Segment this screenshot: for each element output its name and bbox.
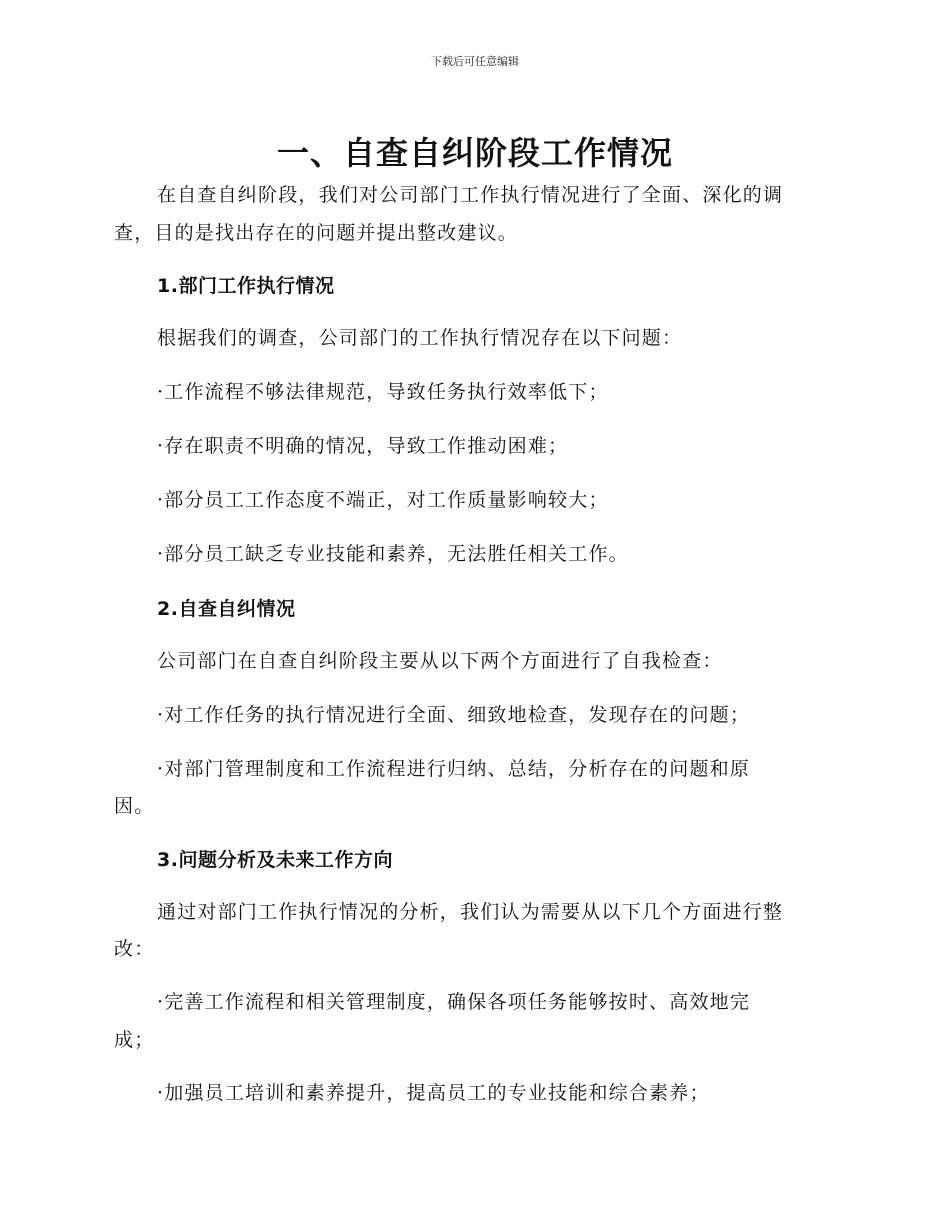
section-1-item-4: ·部分员工缺乏专业技能和素养，无法胜任相关工作。 <box>157 543 629 565</box>
intro-line-2: 查，目的是找出存在的问题并提出整改建议。 <box>114 222 519 244</box>
section-1-item-1: ·工作流程不够法律规范，导致任务执行效率低下； <box>157 381 609 403</box>
section-3-heading: 3.问题分析及未来工作方向 <box>157 849 393 871</box>
section-2-heading: 2.自查自纠情况 <box>157 598 296 620</box>
section-2-item-2-line-1: ·对部门管理制度和工作流程进行归纳、总结，分析存在的问题和原 <box>157 758 751 780</box>
section-1-item-2: ·存在职责不明确的情况，导致工作推动困难； <box>157 435 569 457</box>
document-title: 一、自查自纠阶段工作情况 <box>276 134 673 172</box>
section-2-item-2-line-2: 因。 <box>114 795 155 817</box>
section-3-item-1-line-2: 成； <box>114 1029 155 1051</box>
section-3-lead-line-1: 通过对部门工作执行情况的分析，我们认为需要从以下几个方面进行整 <box>157 901 784 923</box>
header-note: 下载后可任意编辑 <box>431 55 519 68</box>
section-1-heading: 1.部门工作执行情况 <box>157 275 335 297</box>
section-3-item-2: ·加强员工培训和素养提升，提高员工的专业技能和综合素养； <box>157 1082 710 1104</box>
intro-line-1: 在自查自纠阶段，我们对公司部门工作执行情况进行了全面、深化的调 <box>157 184 784 206</box>
section-3-lead-line-2: 改： <box>114 938 155 960</box>
section-2-lead: 公司部门在自查自纠阶段主要从以下两个方面进行了自我检查： <box>157 650 723 672</box>
section-2-item-1: ·对工作任务的执行情况进行全面、细致地检查，发现存在的问题； <box>157 704 751 726</box>
section-1-lead: 根据我们的调查，公司部门的工作执行情况存在以下问题： <box>157 327 683 349</box>
section-1-item-3: ·部分员工工作态度不端正，对工作质量影响较大； <box>157 489 609 511</box>
section-3-item-1-line-1: ·完善工作流程和相关管理制度，确保各项任务能够按时、高效地完 <box>157 991 751 1013</box>
